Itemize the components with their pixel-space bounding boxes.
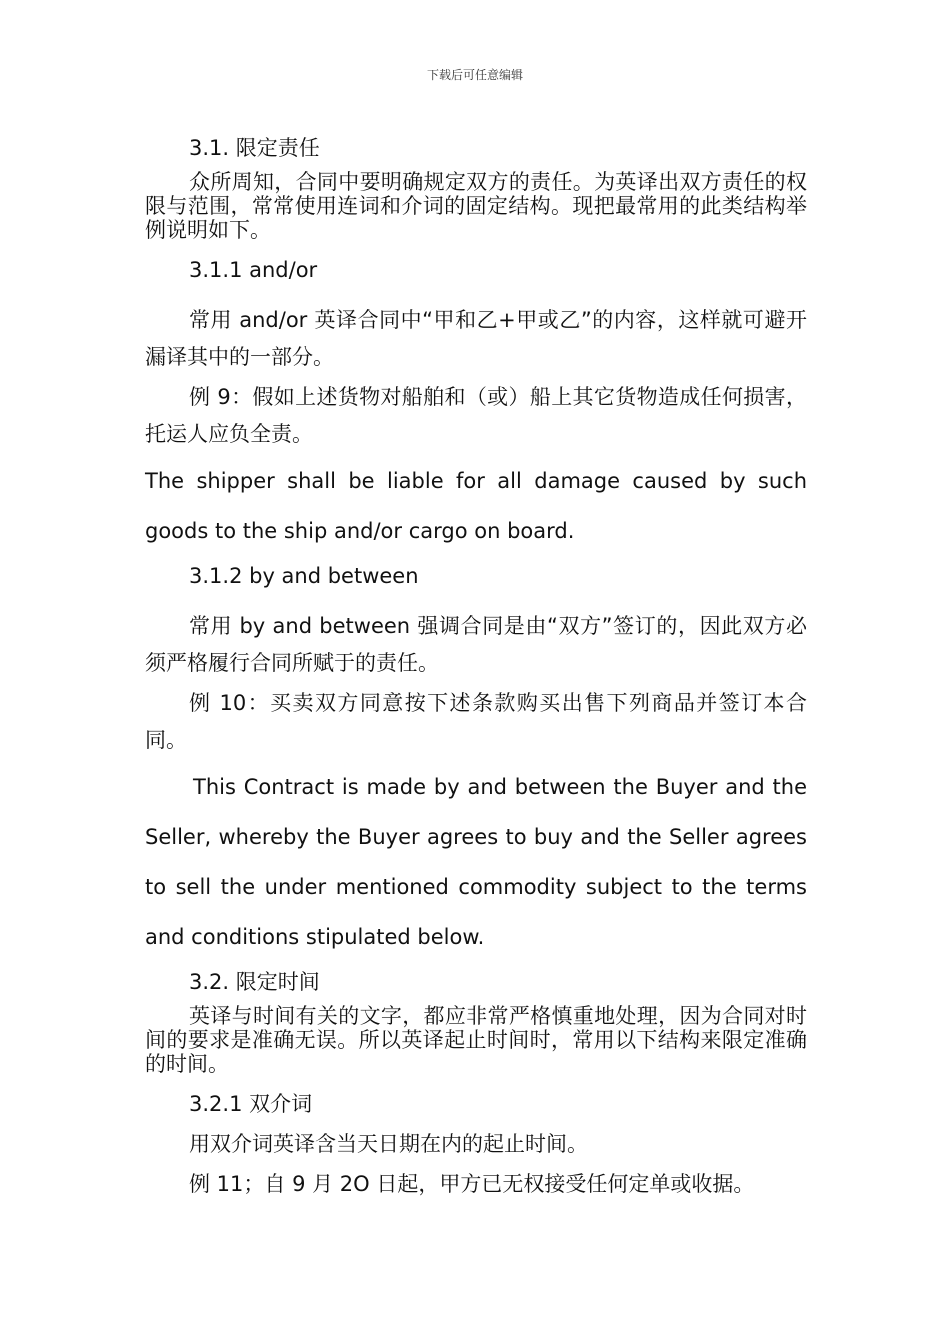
paragraph-example-11: 例 11；自 9 月 2O 日起，甲方已无权接受任何定单或收据。 bbox=[189, 1172, 755, 1196]
section-heading-3-1: 3.1. 限定责任 bbox=[189, 136, 320, 160]
page-header-note: 下载后可任意编辑 bbox=[426, 68, 523, 82]
section-heading-3-1-2: 3.1.2 by and between bbox=[189, 564, 419, 588]
paragraph-liability-intro: 众所周知，合同中要明确规定双方的责任。为英译出双方责任的权限与范围，常常使用连词和介词的固定结构。现把最常用的此类结构举例说明如下。 bbox=[145, 170, 807, 242]
section-heading-3-2-1: 3.2.1 双介词 bbox=[189, 1092, 313, 1116]
paragraph-by-and-between-desc: 常用 by and between 强调合同是由“双方”签订的，因此双方必须严格履行合同所赋于的责任。 bbox=[145, 614, 807, 675]
section-heading-3-1-1: 3.1.1 and/or bbox=[189, 258, 318, 282]
paragraph-and-or-desc: 常用 and/or 英译合同中“甲和乙+甲或乙”的内容，这样就可避开漏译其中的一部分。 bbox=[145, 308, 807, 369]
paragraph-example-9: 例 9：假如上述货物对船舶和（或）船上其它货物造成任何损害，托运人应负全责。 bbox=[145, 385, 807, 446]
paragraph-double-preposition-desc: 用双介词英译含当天日期在内的起止时间。 bbox=[189, 1132, 588, 1156]
document-body bbox=[145, 130, 807, 1206]
paragraph-time-intro: 英译与时间有关的文字，都应非常严格慎重地处理，因为合同对时间的要求是准确无误。所以英译起止时间时，常用以下结构来限定准确的时间。 bbox=[145, 1004, 807, 1076]
paragraph-example-9-english: The shipper shall be liable for all damage caused by such goods to the ship and/or cargo on board. bbox=[145, 469, 807, 543]
paragraph-example-10: 例 10：买卖双方同意按下述条款购买出售下列商品并签订本合同。 bbox=[145, 691, 807, 752]
section-heading-3-2: 3.2. 限定时间 bbox=[189, 970, 320, 994]
paragraph-example-10-english: This Contract is made by and between the Buyer and the Seller, whereby the Buyer agrees to buy and the Seller agrees to sell the under mentioned commodity subject to the terms and conditions stipulated below. bbox=[145, 775, 807, 949]
